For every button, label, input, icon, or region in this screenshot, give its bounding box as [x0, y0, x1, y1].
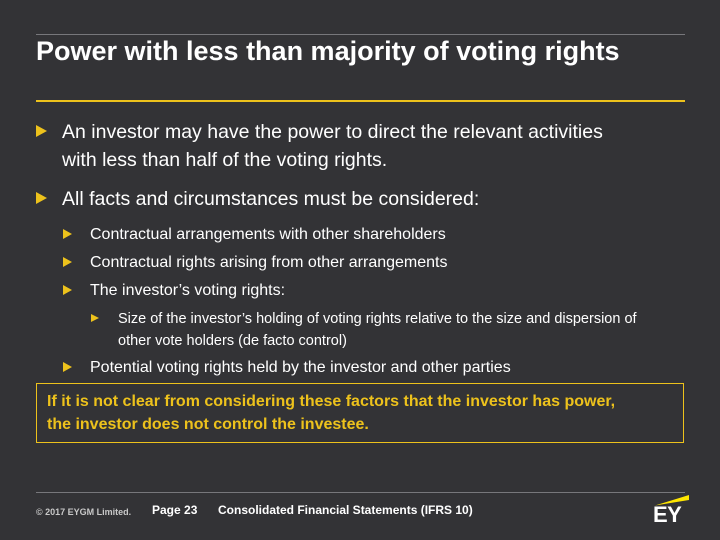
page-number: Page 23 — [152, 503, 198, 517]
callout-text: If it is not clear from considering these factors that the investor has power, the investor does not control the investee. — [47, 393, 616, 433]
bullet-list — [36, 118, 691, 385]
bullet-arrow-icon — [63, 285, 72, 295]
list-item — [36, 224, 691, 245]
ey-logo — [653, 495, 689, 527]
bullet-text: Contractual rights arising from other arrangements — [90, 254, 448, 271]
bullet-arrow-icon — [63, 257, 72, 267]
top-divider — [36, 34, 685, 35]
list-item — [36, 185, 691, 213]
bullet-arrow-icon — [36, 192, 47, 204]
bullet-text: Potential voting rights held by the investor and other parties — [90, 359, 511, 376]
bullet-arrow-icon — [63, 229, 72, 239]
bullet-text: The investor’s voting rights: — [90, 282, 286, 299]
list-item — [36, 280, 691, 301]
list-item — [36, 308, 691, 352]
callout-box — [36, 383, 684, 443]
footer-divider — [36, 492, 685, 493]
list-item — [36, 118, 691, 174]
page-title: Power with less than majority of voting rights — [36, 36, 620, 66]
bullet-arrow-icon — [36, 125, 47, 137]
title-underline — [36, 100, 685, 102]
list-item — [36, 357, 691, 378]
presentation-title: Consolidated Financial Statements (IFRS 10) — [218, 503, 473, 517]
copyright-text: © 2017 EYGM Limited. — [36, 507, 132, 517]
bullet-text: Contractual arrangements with other shareholders — [90, 226, 446, 243]
ey-logo-text: EY — [653, 502, 682, 527]
bullet-arrow-icon — [63, 362, 72, 372]
bullet-text: An investor may have the power to direct the relevant activities with less than half of the voting rights. — [62, 121, 603, 171]
bullet-arrow-icon — [91, 314, 99, 322]
bullet-text: All facts and circumstances must be considered: — [62, 188, 480, 210]
list-item — [36, 252, 691, 273]
bullet-text: Size of the investor’s holding of voting rights relative to the size and dispersion of other vote holders (de facto control) — [118, 311, 637, 349]
